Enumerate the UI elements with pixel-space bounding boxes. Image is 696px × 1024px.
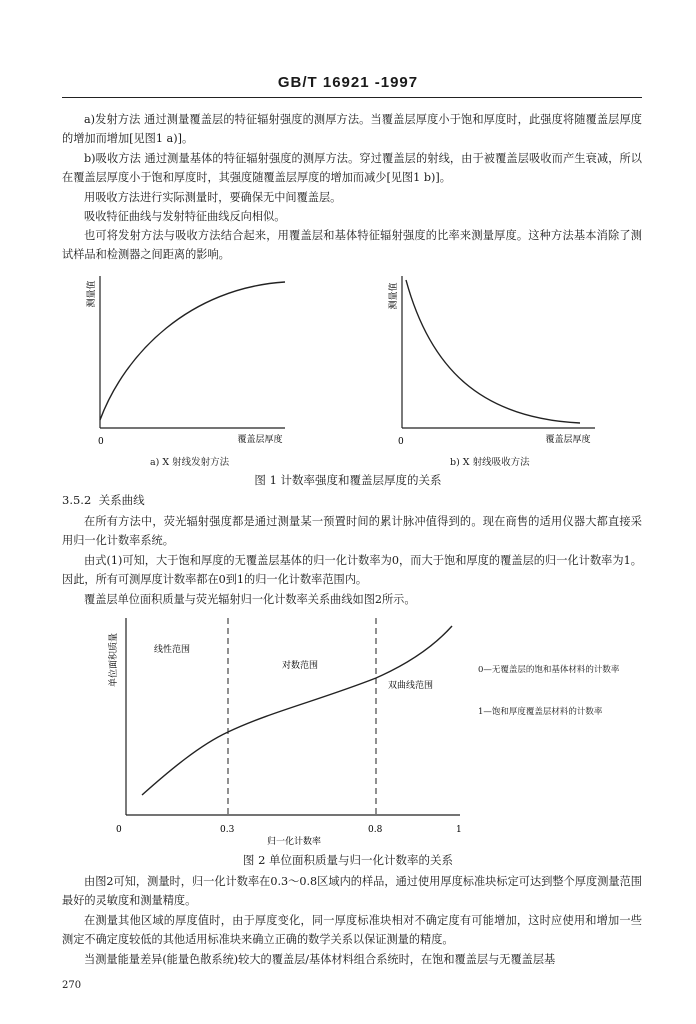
figure-2-tick-0-3: 0.3 bbox=[220, 825, 235, 835]
paragraph-absorption-method: b)吸收方法 通过测量基体的特征辐射强度的测厚方法。穿过覆盖层的射线，由于被覆盖层吸收而产生衰减，所以在覆盖层厚度小于饱和厚度时，其强度随覆盖层厚度的增加而减少[见图1 b)]。 bbox=[62, 152, 642, 184]
figure-2-region-hyperbolic: 双曲线范围 bbox=[388, 681, 434, 691]
figure-2-region-linear: 线性范围 bbox=[154, 645, 191, 655]
standard-header: GB/T 16921 -1997 bbox=[277, 74, 419, 91]
figure-1b-xlabel: 覆盖层厚度 bbox=[545, 435, 591, 445]
figure-2-tick-1: 1 bbox=[456, 825, 462, 835]
header-rule bbox=[62, 97, 642, 98]
figure-1b-origin: 0 bbox=[398, 437, 404, 447]
paragraph-energy-difference: 当测量能量差异(能量色散系统)较大的覆盖层/基体材料组合系统时，在饱和覆盖层与无覆盖层基 bbox=[84, 953, 556, 966]
paragraph-intermediate-layer: 用吸收方法进行实际测量时，要确保无中间覆盖层。 bbox=[84, 191, 342, 204]
figure-1b-plot bbox=[387, 276, 595, 447]
paragraph-normalized-rate: 由式(1)可知，大于饱和厚度的无覆盖层基体的归一化计数率为0，而大于饱和厚度的覆盖层的归一化计数率为1。因此，所有可测厚度计数率都在0到1的归一化计数率范围内。 bbox=[62, 554, 642, 586]
page-number: 270 bbox=[62, 980, 82, 991]
figure-1a-caption: a) X 射线发射方法 bbox=[150, 457, 230, 468]
figure-1b-caption: b) X 射线吸收方法 bbox=[450, 457, 530, 468]
figure-2-xlabel: 归一化计数率 bbox=[266, 837, 322, 847]
section-number: 3.5.2 bbox=[62, 493, 92, 507]
paragraph-curve-similarity: 吸收特征曲线与发射特征曲线反向相似。 bbox=[84, 210, 286, 223]
figure-1a-plot bbox=[85, 276, 285, 447]
figure-2-ylabel: 单位面积质量 bbox=[109, 632, 119, 688]
figure-2-legend-1: 1—饱和厚度覆盖层材料的计数率 bbox=[478, 707, 603, 717]
figure-2-caption: 图 2 单位面积质量与归一化计数率的关系 bbox=[242, 853, 454, 867]
figure-2-tick-0-8: 0.8 bbox=[368, 825, 383, 835]
figure-1 bbox=[80, 268, 640, 468]
figure-2-tick-0: 0 bbox=[116, 825, 122, 835]
paragraph-figure-2-intro: 覆盖层单位面积质量与荧光辐射归一化计数率关系曲线如图2所示。 bbox=[84, 593, 416, 606]
paragraph-emission-method: a)发射方法 通过测量覆盖层的特征辐射强度的测厚方法。当覆盖层厚度小于饱和厚度时，此强度将随覆盖层厚度的增加而增加[见图1 a)]。 bbox=[62, 113, 642, 145]
paragraph-pulse-count: 在所有方法中，荧光辐射强度都是通过测量某一预置时间的累计脉冲值得到的。现在商售的适用仪器大都直接采用归一化计数率系统。 bbox=[62, 515, 642, 547]
paragraph-ratio-method: 也可将发射方法与吸收方法结合起来，用覆盖层和基体特征辐射强度的比率来测量厚度。这种方法基本消除了测试样品和检测器之间距离的影响。 bbox=[62, 229, 642, 261]
figure-1a-emission-curve bbox=[100, 282, 285, 420]
figure-1a-xlabel: 覆盖层厚度 bbox=[237, 435, 283, 445]
figure-1a-origin: 0 bbox=[98, 437, 104, 447]
figure-1b-ylabel: 测量值 bbox=[389, 282, 399, 310]
paragraph-other-regions: 在测量其他区域的厚度值时，由于厚度变化，同一厚度标准块相对不确定度有可能增加，这时应使用和增加一些测定不确定度较低的其他适用标准块来确立正确的数学关系以保证测量的精度。 bbox=[62, 914, 642, 946]
figure-2 bbox=[70, 610, 650, 850]
figure-1a-ylabel: 测量值 bbox=[87, 280, 97, 308]
section-heading bbox=[62, 492, 145, 508]
figure-1b-absorption-curve bbox=[406, 280, 580, 423]
figure-1-caption: 图 1 计数率强度和覆盖层厚度的关系 bbox=[254, 473, 442, 487]
figure-2-legend-0: 0—无覆盖层的饱和基体材料的计数率 bbox=[478, 665, 620, 675]
figure-2-region-log: 对数范围 bbox=[282, 661, 319, 671]
paragraph-best-sensitivity: 由图2可知，测量时，归一化计数率在0.3～0.8区域内的样品，通过使用厚度标准块标定可达到整个厚度测量范围最好的灵敏度和测量精度。 bbox=[62, 875, 642, 907]
section-title: 关系曲线 bbox=[98, 493, 145, 507]
